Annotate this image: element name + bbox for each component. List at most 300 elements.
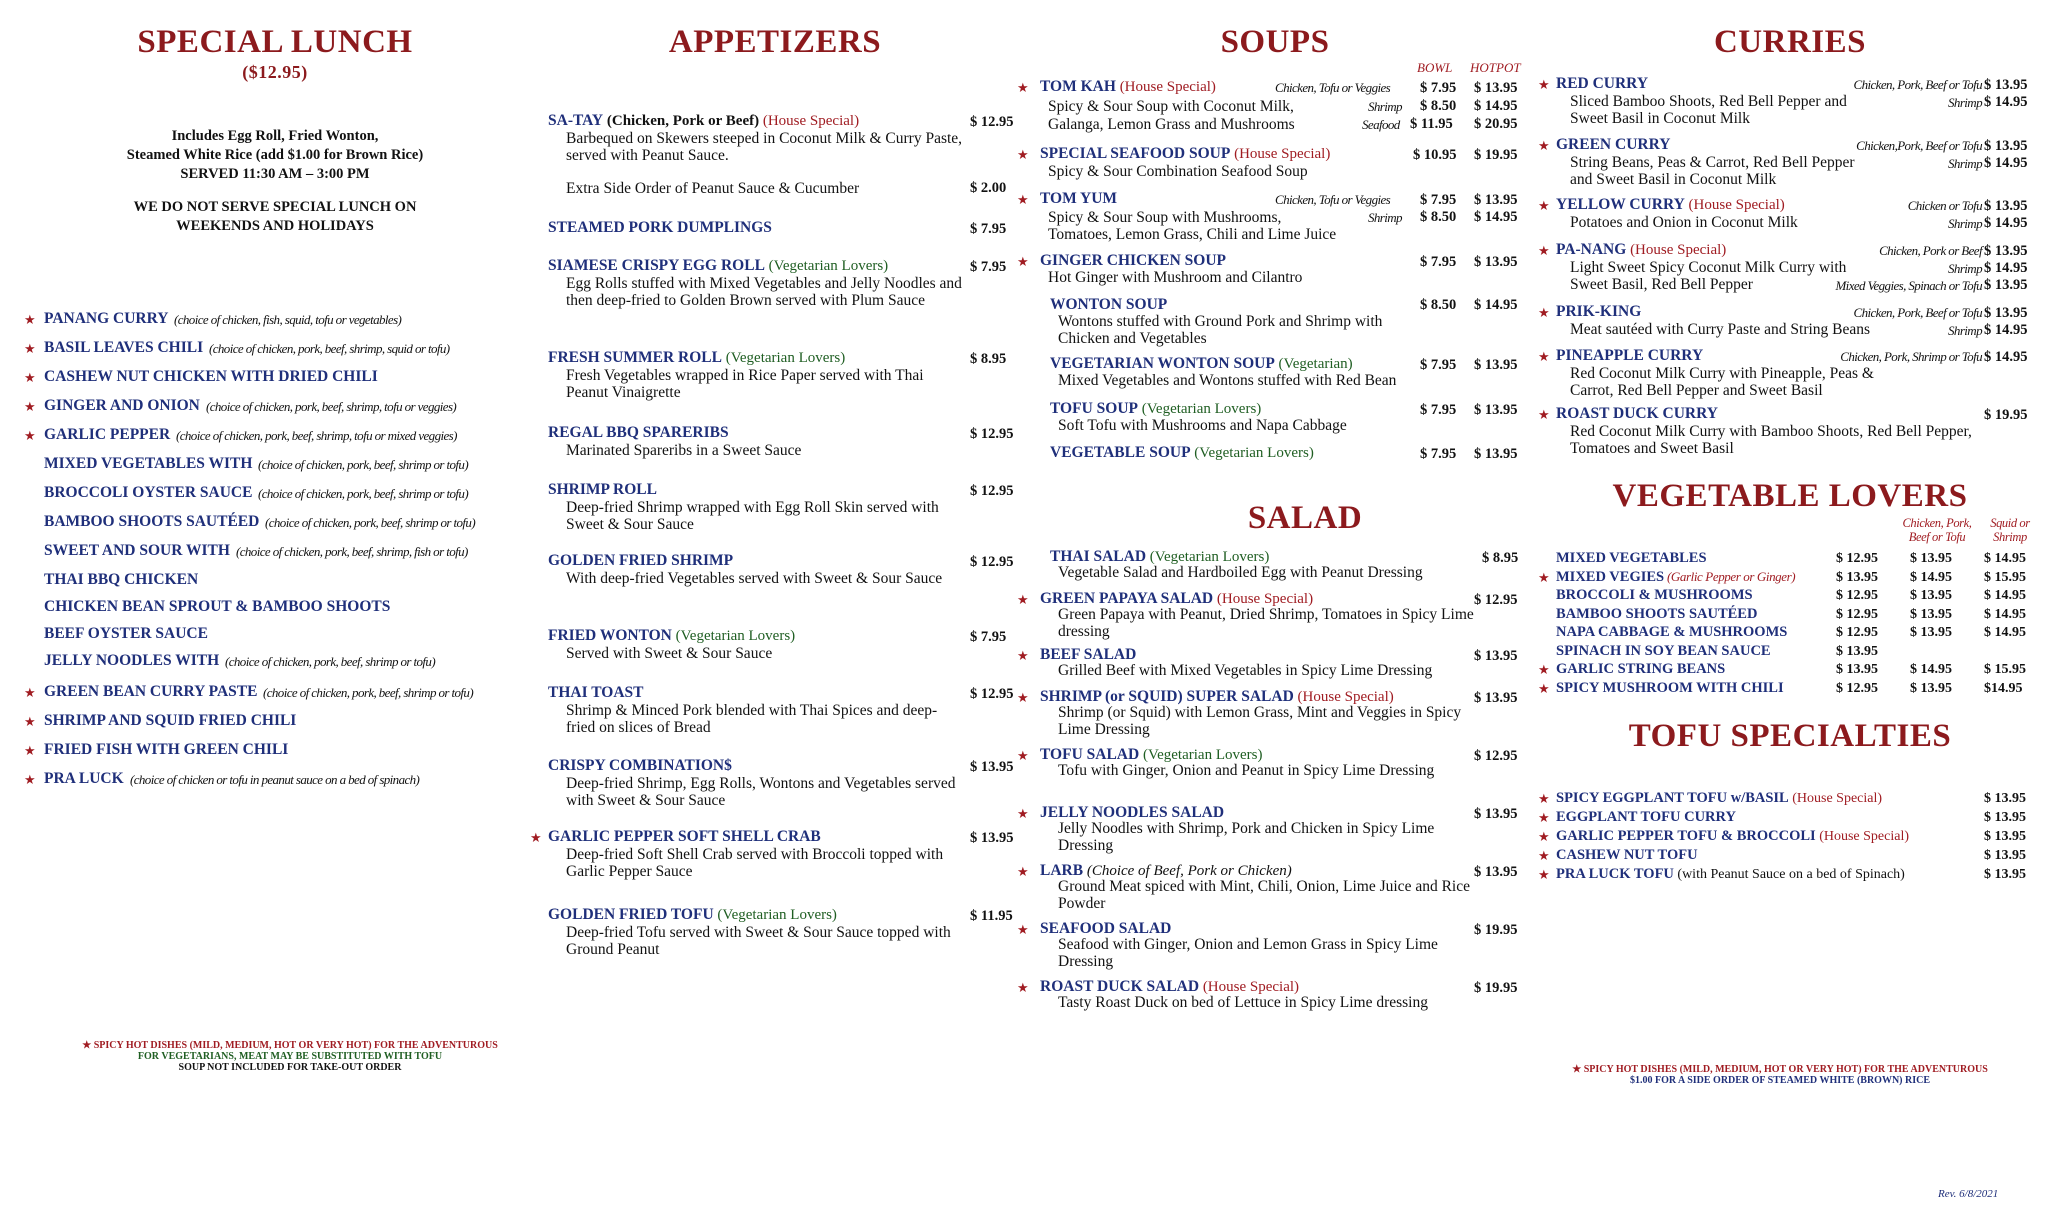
appetizer-name (548, 349, 845, 367)
appetizer-description: With deep-fried Vegetables served with Sweet & Sour Sauce (566, 570, 943, 587)
soup-description: Mixed Vegetables and Wontons stuffed with Red Bean (1058, 372, 1397, 389)
salad-name-text: ROAST DUCK SALAD (1040, 978, 1200, 995)
appetizer-name (548, 552, 733, 570)
house-special-tag: (House Special) (1815, 829, 1909, 844)
salad-price: $ 12.95 (1474, 748, 1518, 764)
hotpot-price: $ 20.95 (1474, 116, 1518, 132)
spicy-star-icon: ★ (24, 399, 36, 414)
special-lunch-price: ($12.95) (242, 62, 308, 82)
salad-name-text: LARB (1040, 862, 1084, 879)
lunch-item-name: FRIED FISH WITH GREEN CHILI (44, 741, 289, 758)
vegetable-item-name (1556, 680, 1784, 697)
rice-footnote: $1.00 FOR A SIDE ORDER OF STEAMED WHITE (BROWN) RICE (1629, 1075, 1931, 1086)
lunch-item-choice: (choice of chicken or tofu in peanut sauce on a bed of spinach) (130, 772, 420, 787)
bowl-price: $ 8.50 (1420, 297, 1457, 313)
special-lunch-title: SPECIAL LUNCH (137, 24, 413, 60)
curry-description: Tomatoes and Sweet Basil (1570, 440, 1734, 457)
curry-name-text: ROAST DUCK CURRY (1556, 405, 1718, 422)
tofu-item-text: CASHEW NUT TOFU (1556, 847, 1698, 863)
appetizer-name-text: FRESH SUMMER ROLL (548, 349, 722, 366)
curry-choice: Chicken or Tofu (1907, 198, 1982, 213)
spicy-star-icon: ★ (24, 685, 36, 700)
spicy-star-icon: ★ (1538, 349, 1550, 364)
vegetable-price-c: $ 14.95 (1984, 625, 2026, 640)
curry-name-text: RED CURRY (1556, 75, 1649, 92)
curry-choice: Mixed Veggies, Spinach or Tofu (1835, 278, 1982, 293)
appetizer-name-text: SHRIMP ROLL (548, 481, 657, 498)
hotpot-price: $ 13.95 (1474, 446, 1518, 462)
curry-description: Carrot, Red Bell Pepper and Sweet Basil (1570, 382, 1823, 399)
bowl-price: $ 11.95 (1410, 116, 1453, 132)
appetizer-options: (Chicken, Pork or Beef) (603, 113, 763, 129)
hotpot-price: $ 14.95 (1474, 209, 1518, 225)
soup-name-text: SPECIAL SEAFOOD SOUP (1040, 145, 1231, 162)
soup-name-text: TOFU SOUP (1050, 400, 1138, 417)
spicy-star-icon: ★ (1538, 198, 1550, 213)
tofu-item-text: SPICY EGGPLANT TOFU w/BASIL (1556, 790, 1789, 806)
bowl-header: BOWL (1417, 60, 1453, 75)
salad-price: $ 8.95 (1482, 550, 1519, 566)
vegetable-price-b: $ 14.95 (1910, 569, 1952, 585)
vegetable-price-b: $ 13.95 (1910, 680, 1952, 696)
house-special-tag: (House Special) (1684, 197, 1785, 213)
curry-name-text: YELLOW CURRY (1556, 196, 1685, 213)
curry-description: String Beans, Peas & Carrot, Red Bell Pepper (1570, 154, 1855, 171)
curry-description: Meat sautéed with Curry Paste and String Beans (1570, 321, 1871, 338)
soup-choice: Chicken, Tofu or Veggies (1275, 80, 1391, 95)
salad-tag: (House Special) (1293, 689, 1394, 705)
spicy-star-icon: ★ (1538, 848, 1550, 863)
vegetable-price-a: $ 13.95 (1836, 643, 1878, 659)
lunch-item-name: MIXED VEGETABLES WITH (44, 455, 253, 472)
salad-name-text: GREEN PAPAYA SALAD (1040, 590, 1214, 607)
spicy-star-icon: ★ (1538, 829, 1550, 844)
appetizer-tag: (Vegetarian Lovers) (671, 628, 796, 644)
salad-price: $ 12.95 (1474, 592, 1518, 608)
hotpot-price: $ 13.95 (1474, 254, 1518, 270)
spicy-star-icon: ★ (24, 341, 36, 356)
spicy-star-icon: ★ (24, 312, 36, 327)
appetizer-price: $ 12.95 (970, 426, 1014, 442)
lunch-item-name: BAMBOO SHOOTS SAUTÉED (44, 513, 260, 530)
appetizer-name (548, 112, 859, 130)
hotpot-price: $ 19.95 (1474, 147, 1518, 163)
salad-description: Shrimp (or Squid) with Lemon Grass, Mint and Veggies in Spicy Lime Dressing (1058, 704, 1462, 738)
vegetable-item-name (1556, 661, 1725, 678)
hotpot-header: HOTPOT (1470, 60, 1521, 75)
lunch-item-choice: (choice of chicken, pork, beef, shrimp, squid or tofu) (209, 341, 450, 356)
spicy-star-icon: ★ (1017, 80, 1029, 95)
salad-tag: (Choice of Beef, Pork or Chicken) (1083, 863, 1292, 879)
tofu-item-text: GARLIC PEPPER TOFU & BROCCOLI (1556, 828, 1816, 844)
appetizer-name-text: STEAMED PORK DUMPLINGS (548, 219, 772, 236)
curry-name-text: PA-NANG (1556, 241, 1627, 258)
special-lunch-info (0, 127, 550, 184)
veg-header-line: Chicken, Pork, (1902, 516, 1972, 530)
lunch-item-name: JELLY NOODLES WITH (44, 652, 220, 669)
soup-name (1040, 78, 1216, 96)
vegetable-item-text: BAMBOO SHOOTS SAUTÉED (1556, 605, 1758, 622)
curry-name (1556, 241, 1726, 259)
vegetable-item-name (1556, 569, 1795, 586)
vegetable-price-c: $ 15.95 (1984, 569, 2026, 585)
spicy-star-icon: ★ (24, 428, 36, 443)
curry-description: Potatoes and Onion in Coconut Milk (1570, 214, 1798, 231)
bowl-price: $ 7.95 (1420, 446, 1457, 462)
vegetable-item-name (1556, 587, 1753, 604)
vegetable-price-b: $ 13.95 (1910, 606, 1952, 622)
curry-choice: Chicken, Pork, Shrimp or Tofu (1840, 349, 1982, 364)
soup-name: WONTON SOUP (1050, 296, 1168, 313)
tofu-item-name (1556, 809, 1736, 826)
bowl-price: $ 7.95 (1420, 402, 1457, 418)
curry-name (1556, 303, 1641, 321)
spicy-star-icon: ★ (24, 772, 36, 787)
tofu-item-name (1556, 828, 1909, 845)
curry-choice: Shrimp (1948, 261, 1982, 276)
bowl-price: $ 7.95 (1420, 192, 1457, 208)
spicy-star-icon: ★ (1538, 138, 1550, 153)
soup-choice: Shrimp (1368, 99, 1402, 114)
vegetable-price-a: $ 12.95 (1836, 625, 1878, 640)
lunch-item-name: GARLIC PEPPER (44, 426, 171, 443)
lunch-item-choice: (choice of chicken, pork, beef, shrimp, tofu or mixed veggies) (176, 428, 457, 443)
curry-choice: Shrimp (1948, 323, 1982, 338)
curry-choice: Chicken, Pork, Beef or Tofu (1853, 305, 1982, 320)
house-special-tag: (House Special) (1230, 146, 1331, 162)
curry-price: $ 13.95 (1984, 138, 2028, 154)
bowl-price: $ 8.50 (1420, 209, 1457, 225)
soup-description: Galanga, Lemon Grass and Mushrooms (1048, 116, 1295, 133)
curry-name-text: PINEAPPLE CURRY (1556, 347, 1704, 364)
soup-name (1050, 355, 1353, 373)
salad-tag: (Vegetarian Lovers) (1139, 747, 1263, 763)
appetizer-price: $ 12.95 (970, 483, 1014, 499)
vegetable-item-text: NAPA CABBAGE & MUSHROOMS (1556, 624, 1788, 640)
soup-description: Spicy & Sour Soup with Mushrooms, (1048, 209, 1282, 226)
hotpot-price: $ 13.95 (1474, 192, 1518, 208)
appetizer-name-text: THAI TOAST (548, 684, 644, 701)
soup-choice: Seafood (1362, 117, 1400, 132)
appetizer-name-text: SIAMESE CRISPY EGG ROLL (548, 257, 765, 274)
appetizer-price: $ 12.95 (970, 554, 1014, 570)
curry-description: Light Sweet Spicy Coconut Milk Curry with (1570, 259, 1847, 276)
spicy-star-icon: ★ (24, 714, 36, 729)
appetizer-description: Marinated Spareribs in a Sweet Sauce (566, 442, 802, 459)
appetizer-name-text: SA-TAY (548, 112, 604, 129)
appetizer-description: Extra Side Order of Peanut Sauce & Cucumber (566, 180, 860, 197)
appetizer-description: Deep-fried Soft Shell Crab served with Broccoli topped with Garlic Pepper Sauce (566, 846, 944, 880)
vegetable-price-a: $ 13.95 (1836, 662, 1878, 677)
spicy-star-icon: ★ (1017, 254, 1029, 269)
lunch-item-name: SWEET AND SOUR WITH (44, 542, 230, 559)
lunch-item-name: BROCCOLI OYSTER SAUCE (44, 484, 253, 501)
special-lunch-line: SERVED 11:30 AM – 3:00 PM (180, 166, 370, 182)
appetizer-price: $ 7.95 (970, 259, 1007, 275)
vegetarian-footnote: FOR VEGETARIANS, MEAT MAY BE SUBSTITUTED WITH TOFU (137, 1051, 443, 1062)
curry-choice: Shrimp (1948, 216, 1982, 231)
spicy-star-icon: ★ (1538, 867, 1550, 882)
appetizer-price: $ 13.95 (970, 759, 1014, 775)
appetizer-description: Served with Sweet & Sour Sauce (566, 645, 773, 662)
spicy-star-icon: ★ (1017, 592, 1029, 607)
spicy-footnote: ★ SPICY HOT DISHES (MILD, MEDIUM, HOT OR VERY HOT) FOR THE ADVENTUROUS (82, 1040, 498, 1051)
tofu-price: $ 13.95 (1984, 810, 2026, 825)
tofu-price: $ 13.95 (1984, 791, 2026, 806)
spicy-star-icon: ★ (1017, 748, 1029, 763)
curry-price: $ 14.95 (1984, 322, 2028, 338)
curry-price: $ 14.95 (1984, 349, 2028, 365)
veg-header-line: Beef or Tofu (1908, 530, 1966, 544)
spicy-star-icon: ★ (1538, 407, 1550, 422)
vegetable-item-name (1556, 550, 1707, 567)
vegetable-item-text: BROCCOLI & MUSHROOMS (1556, 587, 1753, 603)
curry-price: $ 13.95 (1984, 243, 2028, 259)
vegetable-item-text: MIXED VEGIES (1556, 568, 1665, 585)
vegetable-item-text: GARLIC STRING BEANS (1556, 661, 1726, 677)
vegetable-price-a: $ 13.95 (1836, 569, 1878, 585)
vegetable-price-a: $ 12.95 (1836, 680, 1878, 696)
curry-price: $ 14.95 (1984, 260, 2028, 276)
bowl-price: $ 7.95 (1420, 254, 1457, 270)
vegetable-price-a: $ 12.95 (1836, 551, 1878, 566)
appetizer-name (548, 627, 795, 645)
vegetable-price-c: $14.95 (1984, 680, 2023, 696)
curry-price: $ 14.95 (1984, 155, 2028, 171)
spicy-footnote: ★ SPICY HOT DISHES (MILD, MEDIUM, HOT OR VERY HOT) FOR THE ADVENTUROUS (1572, 1064, 1988, 1075)
spicy-star-icon: ★ (530, 830, 542, 845)
tofu-item-note: (with Peanut Sauce on a bed of Spinach) (1673, 867, 1905, 882)
hotpot-price: $ 13.95 (1474, 357, 1518, 373)
curry-price: $ 13.95 (1984, 305, 2028, 321)
appetizer-description: Shrimp & Minced Pork blended with Thai Spices and deep-fried on slices of Bread (566, 702, 938, 736)
curry-choice: Chicken, Pork or Beef (1879, 243, 1982, 258)
curry-choice: Chicken,Pork, Beef or Tofu (1856, 138, 1982, 153)
vegetable-price-c: $ 14.95 (1984, 551, 2026, 566)
vegetable-price-c: $ 14.95 (1984, 606, 2026, 622)
spicy-star-icon: ★ (24, 743, 36, 758)
lunch-item-name: BEEF OYSTER SAUCE (44, 625, 208, 642)
soup-name-text: VEGETABLE SOUP (1050, 444, 1191, 461)
appetizer-price: $ 12.95 (970, 686, 1014, 702)
appetizer-name-text: REGAL BBQ SPARERIBS (548, 424, 729, 441)
spicy-star-icon: ★ (24, 370, 36, 385)
veg-header-chicken (1892, 516, 1982, 544)
tofu-item-name (1556, 790, 1882, 807)
curry-choice: Shrimp (1948, 95, 1982, 110)
appetizer-name-text: GOLDEN FRIED TOFU (548, 906, 714, 923)
soup-name: TOM YUM (1040, 190, 1118, 207)
soup-name-text: TOM KAH (1040, 78, 1116, 95)
appetizer-name-text: GARLIC PEPPER SOFT SHELL CRAB (548, 828, 821, 845)
salad-name-text: BEEF SALAD (1040, 646, 1137, 663)
house-special-tag: (House Special) (1626, 242, 1727, 258)
appetizer-name (548, 219, 772, 237)
salad-description: Grilled Beef with Mixed Vegetables in Spicy Lime Dressing (1058, 662, 1433, 679)
soup-choice: Shrimp (1368, 210, 1402, 225)
tofu-price: $ 13.95 (1984, 867, 2026, 882)
tofu-item-text: PRA LUCK TOFU (1556, 866, 1674, 882)
appetizer-tag: (Vegetarian Lovers) (764, 258, 889, 274)
soup-description: Spicy & Sour Soup with Coconut Milk, (1048, 98, 1294, 115)
curries-title: CURRIES (1713, 24, 1867, 60)
spicy-star-icon: ★ (1538, 662, 1550, 677)
hotpot-price: $ 13.95 (1474, 80, 1518, 96)
bowl-price: $ 7.95 (1420, 80, 1457, 96)
salad-price: $ 13.95 (1474, 806, 1518, 822)
appetizer-price: $ 11.95 (970, 908, 1013, 924)
appetizer-name-text: CRISPY COMBINATION$ (548, 757, 732, 774)
appetizer-name-text: GOLDEN FRIED SHRIMP (548, 552, 734, 569)
lunch-item-choice: (choice of chicken, pork, beef, shrimp or tofu) (258, 486, 469, 501)
lunch-item-choice: (choice of chicken, pork, beef, shrimp or tofu) (265, 515, 476, 530)
warning-line: WEEKENDS AND HOLIDAYS (176, 218, 374, 234)
lunch-item-choice: (choice of chicken, pork, beef, shrimp, fish or tofu) (236, 544, 468, 559)
vegetable-price-b: $ 14.95 (1910, 662, 1952, 677)
lunch-item-name: SHRIMP AND SQUID FRIED CHILI (44, 712, 297, 729)
curry-price: $ 13.95 (1984, 77, 2028, 93)
appetizer-description: Barbequed on Skewers steeped in Coconut Milk & Curry Paste, served with Peanut Sauce. (566, 130, 963, 164)
vegetable-item-name (1556, 624, 1787, 641)
vegetable-item-name (1556, 606, 1757, 623)
appetizer-description: Deep-fried Tofu served with Sweet & Sour Sauce topped with Ground Peanut (566, 924, 951, 958)
lunch-item-name: PANANG CURRY (44, 310, 169, 327)
appetizer-name (548, 828, 821, 846)
vegetable-price-b: $ 13.95 (1910, 625, 1952, 640)
curry-description: Red Coconut Milk Curry with Pineapple, Peas & (1570, 365, 1874, 382)
special-lunch-line: Includes Egg Roll, Fried Wonton, (171, 128, 379, 144)
curry-description: Red Coconut Milk Curry with Bamboo Shoots, Red Bell Pepper, (1570, 423, 1972, 440)
bowl-price: $ 8.50 (1420, 98, 1457, 114)
tofu-item-text: EGGPLANT TOFU CURRY (1556, 809, 1736, 825)
lunch-item-name: THAI BBQ CHICKEN (44, 571, 199, 588)
salad-name-text: TOFU SALAD (1040, 746, 1140, 763)
soup-description: Wontons stuffed with Ground Pork and Shrimp with Chicken and Vegetables (1058, 313, 1383, 347)
appetizer-name (548, 257, 888, 275)
salad-price: $ 13.95 (1474, 864, 1518, 880)
soup-name (1040, 145, 1330, 163)
salad-name-text: SEAFOOD SALAD (1040, 920, 1172, 937)
curry-name (1556, 196, 1785, 214)
spicy-star-icon: ★ (1538, 77, 1550, 92)
spicy-star-icon: ★ (1538, 305, 1550, 320)
curry-description: Sweet Basil in Coconut Milk (1570, 110, 1750, 127)
warning-line: WE DO NOT SERVE SPECIAL LUNCH ON (133, 199, 417, 215)
veg-header-line: Shrimp (1993, 530, 2027, 544)
special-lunch-footnotes (0, 1040, 580, 1073)
hotpot-price: $ 13.95 (1474, 402, 1518, 418)
appetizers-title: APPETIZERS (668, 24, 882, 60)
salad-description: Seafood with Ginger, Onion and Lemon Grass in Spicy Lime Dressing (1058, 936, 1438, 970)
salad-name-text: JELLY NOODLES SALAD (1040, 804, 1225, 821)
vegetable-lovers-title: VEGETABLE LOVERS (1612, 478, 1968, 514)
appetizer-tag: (Vegetarian Lovers) (713, 907, 837, 923)
tofu-item-name (1556, 866, 1905, 883)
soup-description: Spicy & Sour Combination Seafood Soup (1048, 163, 1308, 180)
appetizer-price: $ 7.95 (970, 629, 1007, 645)
salad-tag: (House Special) (1213, 591, 1314, 607)
appetizer-name (548, 684, 643, 702)
spicy-star-icon: ★ (1538, 680, 1550, 696)
appetizer-name-text: FRIED WONTON (548, 627, 672, 644)
vegetable-item-text: SPINACH IN SOY BEAN SAUCE (1556, 642, 1771, 659)
salad-price: $ 19.95 (1474, 980, 1518, 996)
takeout-footnote: SOUP NOT INCLUDED FOR TAKE-OUT ORDER (178, 1062, 402, 1073)
bowl-price: $ 7.95 (1420, 357, 1457, 373)
spicy-star-icon: ★ (1017, 690, 1029, 705)
tofu-price: $ 13.95 (1984, 848, 2026, 863)
spicy-star-icon: ★ (1538, 243, 1550, 258)
salad-name-text: THAI SALAD (1050, 548, 1147, 565)
vegetarian-tag: (Vegetarian Lovers) (1190, 445, 1314, 461)
vegetable-price-b: $ 13.95 (1910, 551, 1952, 566)
tofu-item-name (1556, 847, 1698, 864)
right-footnotes (1530, 1064, 2030, 1086)
spicy-star-icon: ★ (1017, 922, 1029, 937)
soup-description: Tomatoes, Lemon Grass, Chili and Lime Juice (1048, 226, 1337, 243)
spicy-star-icon: ★ (1538, 569, 1550, 585)
revision-date: Rev. 6/8/2021 (1938, 1188, 1999, 1200)
spicy-star-icon: ★ (1017, 864, 1029, 879)
salad-description: Jelly Noodles with Shrimp, Pork and Chicken in Spicy Lime Dressing (1058, 820, 1435, 854)
house-special-tag: (House Special) (1788, 791, 1883, 806)
lunch-item-name: GREEN BEAN CURRY PASTE (44, 683, 258, 700)
spicy-star-icon: ★ (1017, 980, 1029, 995)
vegetable-item-sub: (Garlic Pepper or Ginger) (1664, 568, 1796, 584)
salad-title: SALAD (1247, 500, 1363, 536)
special-lunch-line: Steamed White Rice (add $1.00 for Brown Rice) (126, 147, 424, 163)
vegetable-item-text: MIXED VEGETABLES (1556, 550, 1707, 566)
salad-tag: (House Special) (1199, 979, 1300, 995)
vegetable-price-a: $ 12.95 (1836, 588, 1878, 603)
salad-description: Tasty Roast Duck on bed of Lettuce in Spicy Lime dressing (1058, 994, 1428, 1011)
soup-name (1050, 400, 1261, 418)
appetizer-description: Egg Rolls stuffed with Mixed Vegetables and Jelly Noodles and then deep-fried to Golden Brown served with Plum Sauce (566, 275, 962, 309)
curry-price: $ 14.95 (1984, 215, 2028, 231)
soup-name (1050, 444, 1314, 462)
soup-name: GINGER CHICKEN SOUP (1040, 252, 1227, 269)
curry-price: $ 13.95 (1984, 277, 2028, 293)
salad-description: Ground Meat spiced with Mint, Chili, Onion, Lime Juice and Rice Powder (1058, 878, 1470, 912)
salad-description: Vegetable Salad and Hardboiled Egg with Peanut Dressing (1058, 564, 1423, 581)
hotpot-price: $ 14.95 (1474, 98, 1518, 114)
soup-description: Soft Tofu with Mushrooms and Napa Cabbage (1058, 417, 1347, 434)
spicy-star-icon: ★ (1538, 810, 1550, 825)
lunch-item-name: BASIL LEAVES CHILI (44, 339, 204, 356)
vegetable-price-b: $ 13.95 (1910, 588, 1952, 603)
vegetarian-tag: (Vegetarian) (1274, 356, 1353, 372)
lunch-item-name: CHICKEN BEAN SPROUT & BAMBOO SHOOTS (44, 598, 391, 615)
salad-description: Green Papaya with Peanut, Dried Shrimp, Tomatoes in Spicy Lime dressing (1058, 606, 1474, 640)
vegetable-price-a: $ 12.95 (1836, 606, 1878, 622)
vegetable-item-name (1556, 643, 1771, 660)
house-special-tag: (House Special) (1115, 79, 1216, 95)
vegetarian-tag: (Vegetarian Lovers) (1138, 401, 1262, 417)
appetizer-price: $ 2.00 (970, 180, 1007, 196)
appetizer-price: $ 13.95 (970, 830, 1014, 846)
salad-tag: (Vegetarian Lovers) (1146, 549, 1270, 565)
soups-title: SOUPS (1220, 24, 1330, 60)
bowl-price: $ 10.95 (1413, 147, 1457, 163)
curry-name (1556, 347, 1703, 365)
appetizer-name (548, 424, 729, 442)
lunch-item-choice: (choice of chicken, pork, beef, shrimp or tofu) (258, 457, 469, 472)
salad-price: $ 13.95 (1474, 648, 1518, 664)
salad-price: $ 13.95 (1474, 690, 1518, 706)
appetizer-description: Fresh Vegetables wrapped in Rice Paper served with Thai Peanut Vinaigrette (566, 367, 924, 401)
appetizer-name (548, 481, 657, 499)
special-lunch-warning (0, 198, 550, 236)
